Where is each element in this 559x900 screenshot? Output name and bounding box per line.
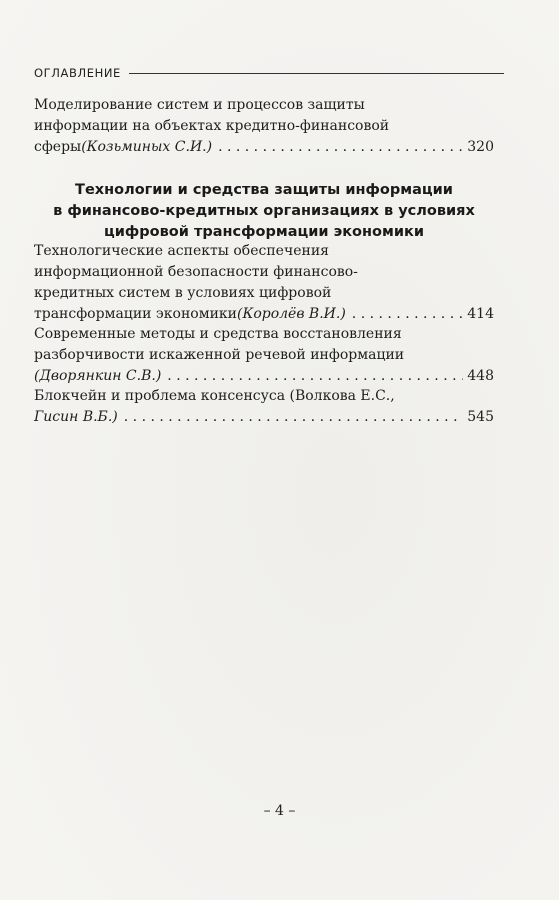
toc-entry-page-number: 448 [467,368,494,384]
toc-entry-line: информации на объектах кредитно-финансовой [34,118,390,134]
toc-entry-line-text: трансформации экономики [34,306,238,322]
toc-entry-author: (Дворянкин С.В.) [34,368,162,384]
toc-entry-author: (Королёв В.И.) [237,306,346,322]
toc-leader-dots [124,407,464,428]
toc-entry-author: Гисин В.Б.) [34,409,118,425]
toc-entry-last-line [34,366,494,387]
toc-entry-page-number: 545 [467,409,494,425]
toc-entry-line: разборчивости искаженной речевой информации [34,347,405,363]
section-heading [34,180,494,243]
running-head [34,66,504,80]
toc-entry[interactable] [34,386,494,428]
toc-entry-line: информационной безопасности финансово- [34,264,358,280]
toc-entry-last-line [34,304,494,325]
section-heading-line: цифровой трансформации экономики [103,224,425,240]
toc-entry-line: Технологические аспекты обеспечения [34,243,329,259]
toc-entry[interactable] [34,324,494,387]
toc-entry-last-line [34,137,494,158]
toc-entry-line-text: сферы [34,139,82,155]
toc-entry-page-number: 414 [467,306,494,322]
section-heading-line: Технологии и средства защиты информации [75,182,453,198]
section-heading-line: в финансово-кредитных организациях в условиях [53,203,475,219]
page-folio: – 4 – [263,803,296,819]
toc-entry-line: Моделирование систем и процессов защиты [34,97,365,113]
toc-leader-dots [352,304,463,325]
toc-entry-line: Современные методы и средства восстановления [34,326,402,342]
toc-leader-dots [218,137,463,158]
toc-entry-author: (Козьминых С.И.) [81,139,213,155]
toc-entry[interactable] [34,95,494,158]
toc-entry[interactable] [34,241,494,325]
toc-entry-line: Блокчейн и проблема консенсуса (Волкова Е.С., [34,388,395,404]
toc-leader-dots [167,366,463,387]
running-head-rule [129,73,504,74]
toc-entry-last-line [34,407,494,428]
toc-entry-line: кредитных систем в условиях цифровой [34,285,332,301]
toc-entry-page-number: 320 [467,139,494,155]
running-head-label: ОГЛАВЛЕНИЕ [34,66,121,80]
